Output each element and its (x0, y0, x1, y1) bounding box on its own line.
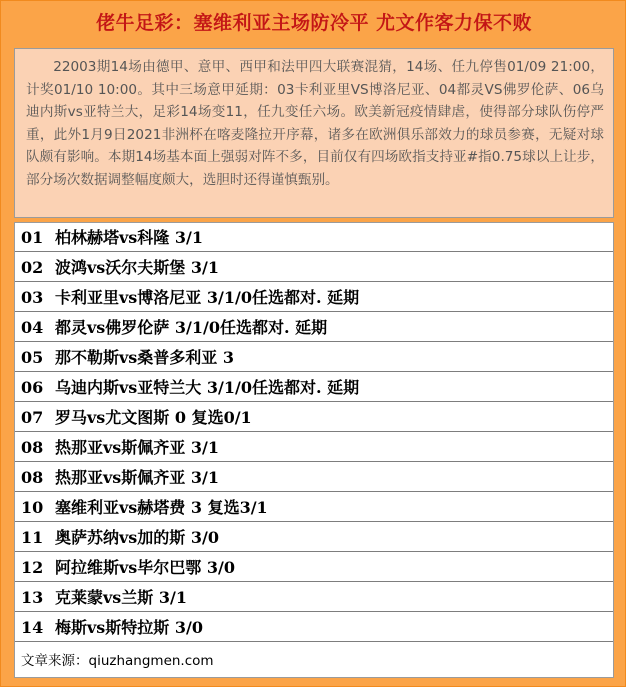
match-prediction: 塞维利亚vs赫塔费 3 复选3/1 (55, 498, 268, 517)
match-row (15, 553, 613, 582)
match-row (15, 313, 613, 342)
match-number: 11 (21, 528, 44, 547)
match-number: 08 (21, 438, 44, 457)
match-prediction: 阿拉维斯vs毕尔巴鄂 3/0 (55, 558, 235, 577)
match-list (14, 222, 614, 678)
match-prediction: 热那亚vs斯佩齐亚 3/1 (55, 468, 219, 487)
match-number: 08 (21, 468, 44, 487)
match-prediction: 波鸿vs沃尔夫斯堡 3/1 (55, 258, 219, 277)
match-prediction: 卡利亚里vs博洛尼亚 3/1/0任选都对. 延期 (55, 288, 360, 307)
match-prediction: 梅斯vs斯特拉斯 3/0 (55, 618, 203, 637)
match-prediction: 克莱蒙vs兰斯 3/1 (55, 588, 187, 607)
match-row (15, 493, 613, 522)
match-number: 01 (21, 228, 44, 247)
match-number: 03 (21, 288, 44, 307)
match-row (15, 523, 613, 552)
match-row (15, 403, 613, 432)
match-prediction: 热那亚vs斯佩齐亚 3/1 (55, 438, 219, 457)
intro-paragraph: 22003期14场由德甲、意甲、西甲和法甲四大联赛混猜，14场、任九停售01/09 21:00，计奖01/10 10:00。其中三场意甲延期：03卡利亚里VS博洛尼亚、04都灵VS佛罗伦萨、06乌迪内斯vs亚特兰大，足彩14场变11，任九变任六场。欧美新冠疫情肆虐，使得部分球队伤停严重，此外1月9日2021非洲杯在喀麦隆拉开序幕，诸多在欧洲俱乐部效力的球员参赛，无疑对球队颇有影响。本期14场基本面上强弱对阵不多，目前仅有四场欧指支持亚#指0.75球以上让步，部分场次数据调整幅度颇大，选胆时还得谨慎甄别。 (14, 48, 614, 218)
source-credit: 文章来源：qiuzhangmen.com (21, 653, 214, 669)
match-number: 02 (21, 258, 44, 277)
match-row (15, 463, 613, 492)
match-row (15, 253, 613, 282)
match-number: 04 (21, 318, 44, 337)
match-row (15, 583, 613, 612)
match-number: 06 (21, 378, 44, 397)
match-prediction: 柏林赫塔vs科隆 3/1 (55, 228, 203, 247)
match-row (15, 373, 613, 402)
match-row (15, 223, 613, 252)
match-prediction: 乌迪内斯vs亚特兰大 3/1/0任选都对. 延期 (55, 378, 360, 397)
page-title: 佬牛足彩：塞维利亚主场防冷平 尤文作客力保不败 (95, 12, 533, 34)
match-number: 07 (21, 408, 44, 427)
match-prediction: 都灵vs佛罗伦萨 3/1/0任选都对. 延期 (55, 318, 328, 337)
match-row (15, 343, 613, 372)
match-prediction: 罗马vs尤文图斯 0 复选0/1 (55, 408, 252, 427)
match-number: 14 (21, 618, 44, 637)
match-number: 12 (21, 558, 44, 577)
match-row (15, 283, 613, 312)
match-prediction: 奥萨苏纳vs加的斯 3/0 (55, 528, 219, 547)
match-number: 05 (21, 348, 44, 367)
match-prediction: 那不勒斯vs桑普多利亚 3 (55, 348, 235, 367)
match-row (15, 433, 613, 462)
match-number: 13 (21, 588, 44, 607)
match-number: 10 (21, 498, 44, 517)
match-row (15, 613, 613, 642)
